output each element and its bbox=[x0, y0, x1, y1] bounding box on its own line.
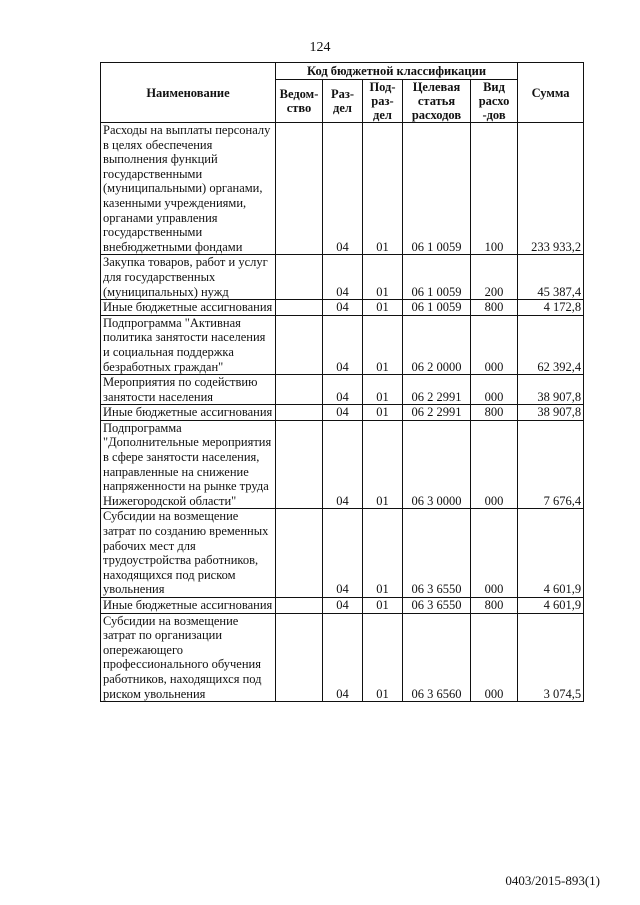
cell-celevaya: 06 2 2991 bbox=[403, 375, 471, 405]
cell-celevaya: 06 3 6550 bbox=[403, 509, 471, 598]
cell-name: Иные бюджетные ассигнования bbox=[101, 598, 276, 614]
cell-celevaya: 06 3 6560 bbox=[403, 613, 471, 702]
table-row bbox=[101, 598, 584, 614]
cell-vedomstvo bbox=[276, 598, 323, 614]
cell-podrazdel: 01 bbox=[363, 598, 403, 614]
cell-name: Мероприятия по содействию занятости населения bbox=[101, 375, 276, 405]
cell-summa: 38 907,8 bbox=[518, 405, 584, 421]
cell-razdel: 04 bbox=[323, 315, 363, 374]
cell-summa: 45 387,4 bbox=[518, 255, 584, 300]
cell-vedomstvo bbox=[276, 420, 323, 509]
cell-name: Расходы на выплаты персоналу в целях обеспечения выполнения функций государственными (муниципальными) органами, казенными учреждениями, органами управления государственными внебюджетными фондами bbox=[101, 123, 276, 255]
document-code: 0403/2015-893(1) bbox=[505, 873, 600, 888]
cell-razdel: 04 bbox=[323, 405, 363, 421]
header-vedomstvo: Ведом- ство bbox=[276, 80, 323, 123]
header-vid: Вид расхо -дов bbox=[471, 80, 518, 123]
cell-podrazdel: 01 bbox=[363, 405, 403, 421]
header-razdel: Раз- дел bbox=[323, 80, 363, 123]
cell-summa: 3 074,5 bbox=[518, 613, 584, 702]
header-podrazdel: Под- раз- дел bbox=[363, 80, 403, 123]
cell-vid: 800 bbox=[471, 598, 518, 614]
cell-vedomstvo bbox=[276, 613, 323, 702]
table-row bbox=[101, 255, 584, 300]
cell-razdel: 04 bbox=[323, 375, 363, 405]
cell-celevaya: 06 3 0000 bbox=[403, 420, 471, 509]
cell-summa: 7 676,4 bbox=[518, 420, 584, 509]
cell-vedomstvo bbox=[276, 255, 323, 300]
cell-celevaya: 06 3 6550 bbox=[403, 598, 471, 614]
header-summa: Сумма bbox=[518, 63, 584, 123]
table-row bbox=[101, 300, 584, 316]
page-number: 124 bbox=[309, 40, 331, 55]
cell-podrazdel: 01 bbox=[363, 315, 403, 374]
cell-vedomstvo bbox=[276, 123, 323, 255]
cell-razdel: 04 bbox=[323, 420, 363, 509]
table-row bbox=[101, 405, 584, 421]
cell-summa: 4 172,8 bbox=[518, 300, 584, 316]
cell-name: Закупка товаров, работ и услуг для государственных (муниципальных) нужд bbox=[101, 255, 276, 300]
table-row bbox=[101, 509, 584, 598]
table-row bbox=[101, 315, 584, 374]
cell-razdel: 04 bbox=[323, 255, 363, 300]
cell-name: Иные бюджетные ассигнования bbox=[101, 300, 276, 316]
cell-razdel: 04 bbox=[323, 613, 363, 702]
cell-razdel: 04 bbox=[323, 509, 363, 598]
cell-razdel: 04 bbox=[323, 300, 363, 316]
cell-name: Субсидии на возмещение затрат по созданию временных рабочих мест для трудоустройства работников, находящихся под риском увольнения bbox=[101, 509, 276, 598]
cell-summa: 233 933,2 bbox=[518, 123, 584, 255]
cell-podrazdel: 01 bbox=[363, 123, 403, 255]
table-row bbox=[101, 375, 584, 405]
cell-summa: 38 907,8 bbox=[518, 375, 584, 405]
cell-vid: 000 bbox=[471, 509, 518, 598]
cell-name: Иные бюджетные ассигнования bbox=[101, 405, 276, 421]
table-row bbox=[101, 613, 584, 702]
cell-podrazdel: 01 bbox=[363, 300, 403, 316]
cell-vid: 800 bbox=[471, 300, 518, 316]
header-celevaya: Целевая статья расходов bbox=[403, 80, 471, 123]
cell-vid: 000 bbox=[471, 420, 518, 509]
cell-vedomstvo bbox=[276, 405, 323, 421]
cell-podrazdel: 01 bbox=[363, 375, 403, 405]
cell-name: Подпрограмма "Дополнительные мероприятия в сфере занятости населения, направленные на снижение напряженности на рынке труда Нижегородской области" bbox=[101, 420, 276, 509]
cell-vedomstvo bbox=[276, 375, 323, 405]
budget-table bbox=[100, 62, 584, 702]
cell-vedomstvo bbox=[276, 300, 323, 316]
cell-celevaya: 06 2 0000 bbox=[403, 315, 471, 374]
cell-razdel: 04 bbox=[323, 598, 363, 614]
cell-name: Субсидии на возмещение затрат по организации опережающего профессионального обучения работников, находящихся под риском увольнения bbox=[101, 613, 276, 702]
cell-celevaya: 06 1 0059 bbox=[403, 255, 471, 300]
cell-podrazdel: 01 bbox=[363, 613, 403, 702]
cell-vid: 000 bbox=[471, 375, 518, 405]
cell-vid: 000 bbox=[471, 315, 518, 374]
cell-celevaya: 06 2 2991 bbox=[403, 405, 471, 421]
cell-summa: 62 392,4 bbox=[518, 315, 584, 374]
cell-vid: 000 bbox=[471, 613, 518, 702]
cell-vedomstvo bbox=[276, 509, 323, 598]
cell-podrazdel: 01 bbox=[363, 420, 403, 509]
cell-vid: 200 bbox=[471, 255, 518, 300]
cell-vid: 100 bbox=[471, 123, 518, 255]
cell-celevaya: 06 1 0059 bbox=[403, 300, 471, 316]
cell-summa: 4 601,9 bbox=[518, 598, 584, 614]
cell-celevaya: 06 1 0059 bbox=[403, 123, 471, 255]
cell-name: Подпрограмма "Активная политика занятости населения и социальная поддержка безработных граждан" bbox=[101, 315, 276, 374]
cell-razdel: 04 bbox=[323, 123, 363, 255]
cell-podrazdel: 01 bbox=[363, 255, 403, 300]
table-row bbox=[101, 123, 584, 255]
cell-vid: 800 bbox=[471, 405, 518, 421]
cell-summa: 4 601,9 bbox=[518, 509, 584, 598]
header-code-group: Код бюджетной классификации bbox=[276, 63, 518, 80]
cell-vedomstvo bbox=[276, 315, 323, 374]
table-row bbox=[101, 420, 584, 509]
cell-podrazdel: 01 bbox=[363, 509, 403, 598]
header-name: Наименование bbox=[101, 63, 276, 123]
